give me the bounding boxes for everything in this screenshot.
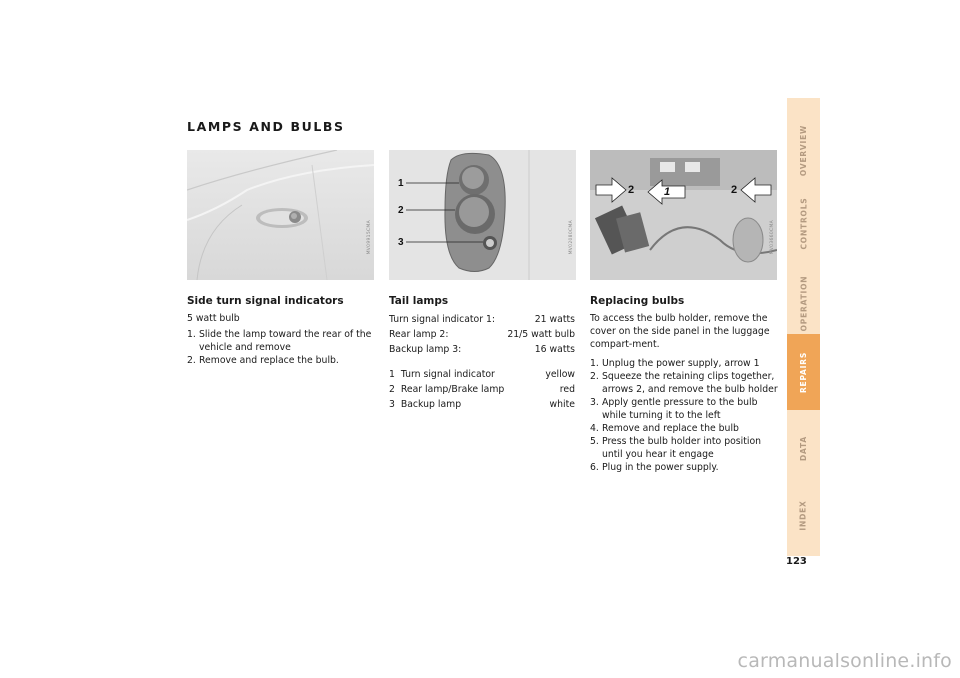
list-item: 1. Slide the lamp toward the rear of the vehicle and remove xyxy=(187,329,372,353)
page-title: LAMPS AND BULBS xyxy=(187,119,345,134)
steps-list xyxy=(590,357,782,474)
page-number: 123 xyxy=(786,556,807,567)
arrow-label-1: 1 xyxy=(664,186,671,198)
color-row: 1 Turn signal indicator yellow xyxy=(389,369,575,380)
tail-lamp-photo xyxy=(389,150,576,280)
spec-row: Turn signal indicator 1: 21 watts xyxy=(389,314,575,325)
spec-row: Rear lamp 2: 21/5 watt bulb xyxy=(389,329,575,340)
steps-list xyxy=(187,328,373,367)
color-row: 2 Rear lamp/Brake lamp red xyxy=(389,384,575,395)
photo-code: MV02080CMA xyxy=(569,220,574,255)
callout-2: 2 xyxy=(398,205,404,216)
tail-lamps-section xyxy=(389,295,575,412)
intro-text: To access the bulb holder, remove the cover on the side panel in the luggage compart-ment. xyxy=(590,313,770,350)
intro-text: 5 watt bulb xyxy=(187,313,240,324)
side-indicator-photo xyxy=(187,150,374,280)
side-indicators-section xyxy=(187,295,373,367)
arrow-label-2-left: 2 xyxy=(628,184,635,196)
color-table xyxy=(389,367,575,412)
bulb-holder-photo xyxy=(590,150,777,280)
tab-operation[interactable]: OPERATION xyxy=(799,275,809,331)
watermark: carmanualsonline.info xyxy=(737,650,952,672)
tab-controls[interactable]: CONTROLS xyxy=(799,196,809,250)
list-item: 2. Remove and replace the bulb. xyxy=(187,355,339,366)
callout-3: 3 xyxy=(398,237,404,248)
tab-index[interactable]: INDEX xyxy=(798,499,808,531)
section-tab-bar xyxy=(787,98,820,556)
arrow-label-2-right: 2 xyxy=(731,184,738,196)
list-item: 1. Unplug the power supply, arrow 1 xyxy=(590,358,760,369)
side-indicator-illustration xyxy=(187,150,374,280)
callout-1: 1 xyxy=(398,178,404,189)
section-title: Tail lamps xyxy=(389,295,449,307)
tab-data[interactable]: DATA xyxy=(799,436,808,461)
tab-repairs[interactable]: REPAIRS xyxy=(787,334,820,410)
photo-code: MV03660CMA xyxy=(770,220,775,255)
section-title: Replacing bulbs xyxy=(590,295,685,307)
bulb-holder-illustration xyxy=(590,150,777,280)
replacing-bulbs-section xyxy=(590,295,782,474)
spec-row: Backup lamp 3: 16 watts xyxy=(389,344,575,355)
color-row: 3 Backup lamp white xyxy=(389,399,575,410)
list-item: 6. Plug in the power supply. xyxy=(590,462,719,473)
list-item: 4. Remove and replace the bulb xyxy=(590,423,739,434)
list-item: 2. Squeeze the retaining clips together, arrows 2, and remove the bulb holder xyxy=(590,371,778,395)
tail-lamp-illustration xyxy=(389,150,576,280)
spec-table xyxy=(389,312,575,357)
list-item: 3. Apply gentle pressure to the bulb while turning it to the left xyxy=(590,397,758,421)
tab-overview[interactable]: OVERVIEW xyxy=(799,124,808,176)
photo-code: MV09915CMA xyxy=(367,220,372,255)
list-item: 5. Press the bulb holder into position until you hear it engage xyxy=(590,436,762,460)
section-title: Side turn signal indicators xyxy=(187,295,344,307)
